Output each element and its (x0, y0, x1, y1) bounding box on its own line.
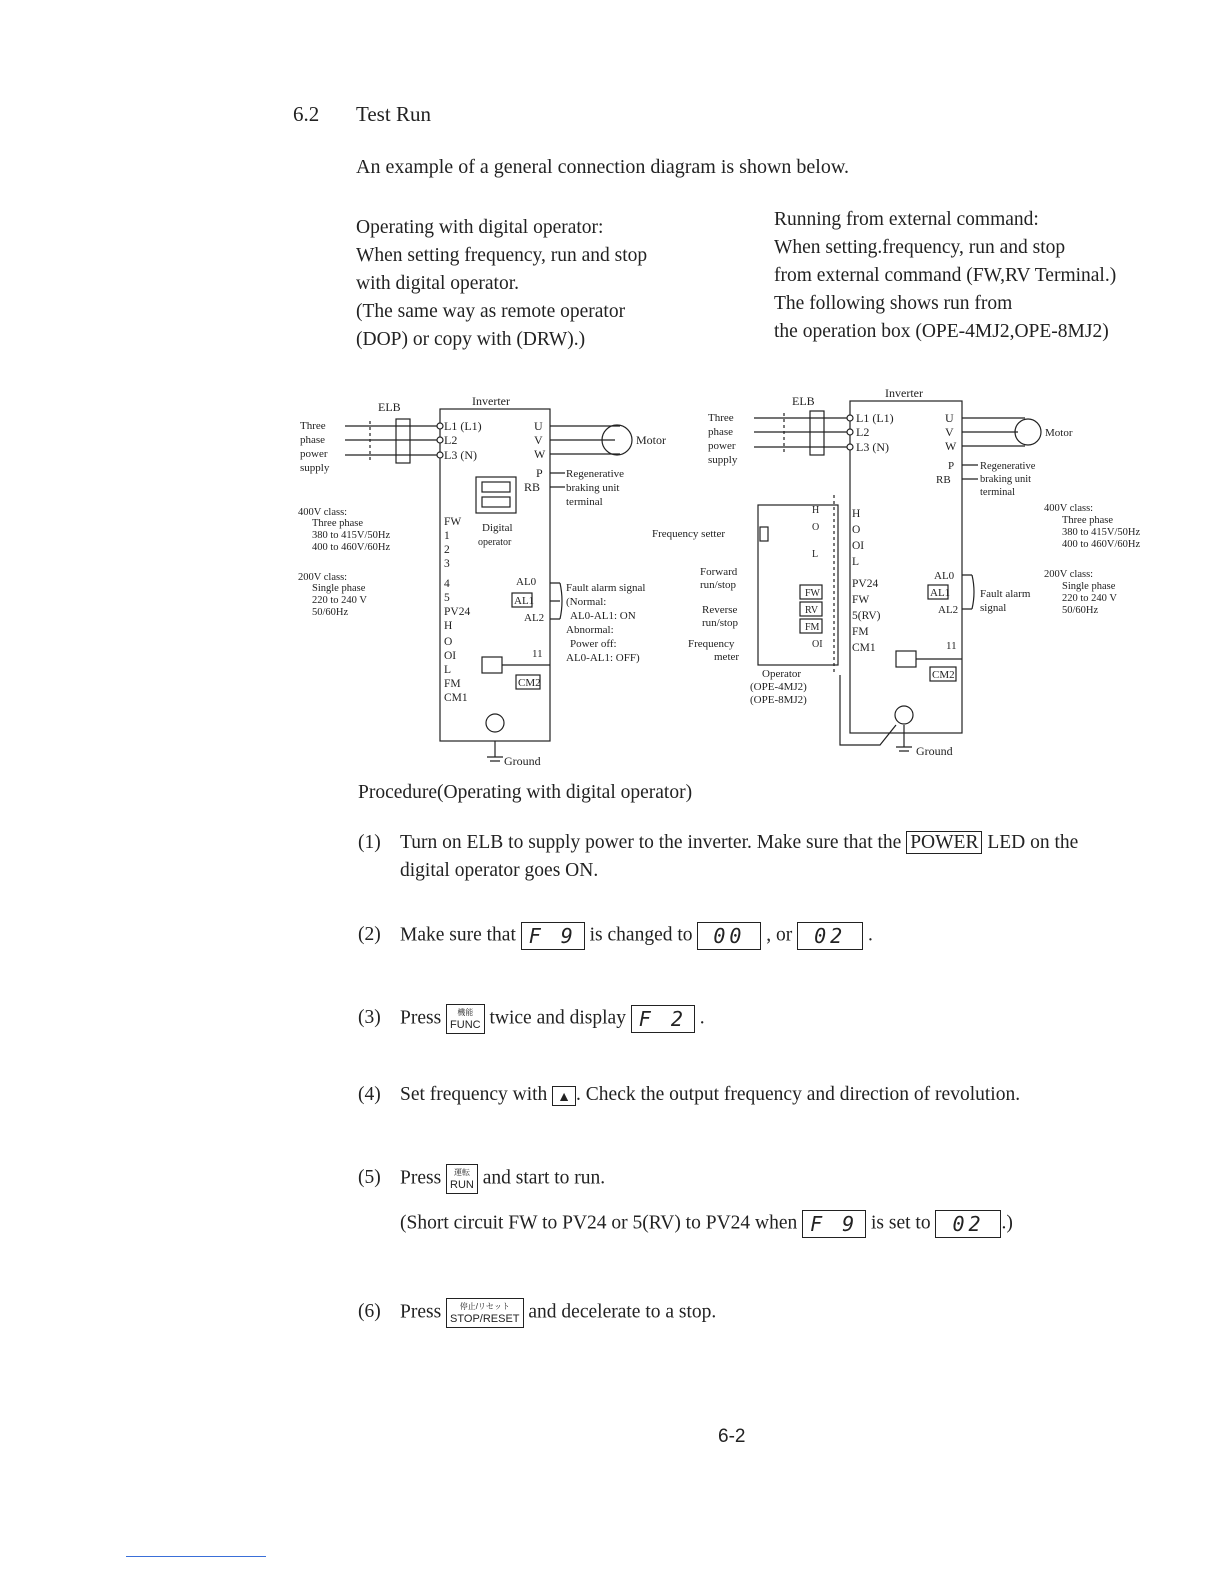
func-key[interactable] (446, 1004, 485, 1034)
display-00: 00 (697, 922, 761, 950)
terminal-dot (437, 423, 443, 429)
step-text: Press (400, 1167, 442, 1189)
up-arrow-key[interactable]: ▲ (552, 1086, 576, 1106)
display-02: 02 (935, 1210, 1001, 1238)
left-line: with digital operator. (356, 273, 520, 294)
terminal-dot (847, 429, 853, 435)
input-terminal-label: L3 (N) (444, 448, 477, 462)
supply-text: supply (708, 454, 738, 466)
class200-text: 200V class: (298, 572, 348, 583)
control-terminal-label: 4 (444, 578, 450, 590)
class400-text: Three phase (1062, 515, 1114, 526)
alarm-text: AL0-AL1: ON (570, 610, 636, 622)
control-terminal-label: O (852, 524, 861, 536)
terminal-dot (437, 437, 443, 443)
control-terminal-label: FM (444, 678, 461, 690)
left-line: (The same way as remote operator (356, 301, 626, 322)
terminal-dot (847, 415, 853, 421)
regen-text: Regenerative (566, 468, 625, 480)
right-line: from external command (FW,RV Terminal.) (774, 265, 1117, 286)
alarm-brace (972, 575, 974, 609)
control-terminal-label: PV24 (444, 606, 471, 618)
step-text: and decelerate to a stop. (528, 1301, 717, 1323)
al-label: AL1 (930, 587, 951, 599)
class400-text: 400V class: (298, 507, 348, 518)
regen-text: braking unit (566, 482, 620, 494)
p-label: P (536, 466, 543, 480)
step-number: (2) (358, 924, 381, 946)
input-terminal-label: L1 (L1) (856, 411, 894, 425)
class400-text: 380 to 415V/50Hz (1062, 527, 1141, 538)
section-number: 6.2 (293, 102, 320, 126)
supply-text: Three (708, 412, 734, 424)
left-line: Operating with digital operator: (356, 217, 604, 238)
right-supply-lines (754, 418, 850, 447)
key-label: FUNC (450, 1019, 481, 1031)
control-terminal-label: PV24 (852, 578, 879, 590)
al-label: AL1 (514, 595, 535, 607)
control-terminal-label: 1 (444, 530, 450, 542)
step-1-line2: digital operator goes ON. (400, 860, 599, 881)
rb-label: RB (524, 480, 541, 494)
operator-box-label: O (812, 522, 820, 533)
step-1 (358, 832, 1078, 854)
terminal-dot (847, 444, 853, 450)
control-terminal-label: O (444, 636, 453, 648)
right-ground-symbol (895, 706, 913, 724)
digital-operator-text: Digital (482, 522, 513, 534)
step-text: . (699, 1007, 705, 1029)
intro-text: An example of a general connection diagram is shown below. (356, 156, 849, 178)
alarm-text: Power off: (570, 638, 617, 650)
right-line: The following shows run from (774, 293, 1013, 314)
step-4 (358, 1084, 1020, 1106)
operator-box-label: H (812, 505, 820, 516)
step-6 (358, 1298, 716, 1328)
operator-box-label: FM (805, 622, 820, 633)
step-3 (358, 1004, 705, 1034)
display-f2: F 2 (631, 1005, 695, 1033)
step-5-note (400, 1210, 1013, 1238)
step-text: .) (1001, 1212, 1013, 1234)
supply-text: power (708, 440, 736, 452)
right-elb-label: ELB (792, 394, 815, 408)
control-terminal-label: CM1 (852, 642, 876, 654)
class200-text: 50/60Hz (312, 607, 349, 618)
step-number: (6) (358, 1301, 381, 1323)
frequency-setter-symbol (760, 527, 768, 541)
run-key[interactable] (446, 1164, 478, 1194)
step-text: (Short circuit FW to PV24 or 5(RV) to PV24 when (400, 1212, 798, 1234)
al-label: AL2 (938, 604, 959, 616)
l1-label: 11 (532, 648, 543, 660)
class200-text: 220 to 240 V (312, 595, 367, 606)
operator-text: Operator (762, 668, 802, 680)
right-ground-lines (896, 725, 912, 751)
left-elb-label: ELB (378, 400, 401, 414)
operator-box-label: RV (805, 605, 819, 616)
regen-text: terminal (980, 487, 1015, 498)
supply-text: Three (300, 420, 326, 432)
step-text: , or (766, 924, 793, 946)
terminal-dot (437, 452, 443, 458)
step-text: Turn on ELB to supply power to the inverter. Make sure that the (400, 832, 902, 853)
class200-text: Single phase (1062, 581, 1116, 592)
digital-operator-keys (482, 497, 510, 507)
control-terminal-label: 2 (444, 544, 450, 556)
alarm-text: (Normal: (566, 596, 607, 608)
key-label: RUN (450, 1179, 474, 1191)
output-terminal-label: V (534, 433, 543, 447)
right-regen-lines (962, 465, 978, 479)
left-motor-lines (550, 426, 620, 454)
right-column-text (774, 206, 1116, 346)
regen-text: Regenerative (980, 461, 1036, 472)
alarm-text: Fault alarm (980, 588, 1031, 600)
photocoupler-symbol (896, 651, 916, 667)
reverse-text: Reverse (702, 604, 738, 616)
page-number: 6-2 (718, 1426, 746, 1447)
right-motor-symbol (1015, 419, 1041, 445)
right-ground-label: Ground (916, 744, 953, 758)
step-text: and start to run. (482, 1167, 606, 1189)
display-f9: F 9 (521, 922, 585, 950)
control-terminal-label: 3 (444, 558, 450, 570)
p-label: P (948, 460, 955, 472)
input-terminal-label: L2 (856, 425, 870, 439)
cm2-label: CM2 (932, 669, 955, 681)
class200-text: Single phase (312, 583, 366, 594)
digital-operator-text: operator (478, 537, 512, 548)
stop-reset-key[interactable] (446, 1298, 523, 1328)
operator-box-label: FW (805, 588, 820, 599)
right-line: When setting.frequency, run and stop (774, 237, 1066, 258)
al-label: AL2 (524, 612, 545, 624)
output-terminal-label: W (945, 439, 957, 453)
left-ground-label: Ground (504, 754, 541, 768)
procedure-heading: Procedure(Operating with digital operator) (358, 782, 693, 803)
reverse-text: run/stop (702, 617, 739, 629)
left-ground-symbol (486, 714, 504, 732)
operator-box-label: OI (812, 639, 823, 650)
step-text: is changed to (589, 924, 693, 946)
left-motor-label: Motor (636, 433, 666, 447)
step-text: Press (400, 1007, 442, 1029)
right-inverter-label: Inverter (885, 386, 923, 400)
supply-text: supply (300, 462, 330, 474)
control-terminal-label: OI (444, 650, 457, 662)
left-inverter-label: Inverter (472, 394, 510, 408)
key-jp-label: 運転 (453, 1168, 470, 1177)
control-terminal-label: OI (852, 540, 865, 552)
step-text: . (868, 924, 873, 946)
step-number: (4) (358, 1084, 381, 1105)
step-text: Set frequency with (400, 1084, 548, 1105)
alarm-text: signal (980, 602, 1007, 614)
operator-text: (OPE-4MJ2) (750, 681, 807, 693)
operator-box-label: L (812, 549, 819, 560)
class400-text: 380 to 415V/50Hz (312, 530, 391, 541)
input-terminal-label: L1 (L1) (444, 419, 482, 433)
class200-text: 200V class: (1044, 569, 1094, 580)
control-terminal-label: H (444, 620, 453, 632)
freq-meter-text: Frequency (688, 638, 735, 650)
left-line: When setting frequency, run and stop (356, 245, 648, 266)
control-terminal-label: FM (852, 626, 869, 638)
supply-text: power (300, 448, 328, 460)
alarm-text: AL0-AL1: OFF) (566, 652, 640, 664)
input-terminal-label: L2 (444, 433, 458, 447)
step-5 (358, 1164, 605, 1194)
right-diagram (652, 386, 1141, 758)
class400-text: Three phase (312, 518, 364, 529)
footer-rule (126, 1556, 266, 1557)
class400-text: 400 to 460V/60Hz (1062, 539, 1141, 550)
output-terminal-label: W (534, 447, 546, 461)
class200-text: 220 to 240 V (1062, 593, 1117, 604)
left-diagram (298, 394, 666, 768)
forward-text: run/stop (700, 579, 737, 591)
step-text: Make sure that (400, 924, 516, 946)
right-line: Running from external command: (774, 209, 1039, 230)
connection-diagram (290, 385, 1180, 775)
display-f9: F 9 (802, 1210, 866, 1238)
control-terminal-label: 5 (444, 592, 450, 604)
control-terminal-label: H (852, 508, 861, 520)
input-terminal-label: L3 (N) (856, 440, 889, 454)
regen-text: braking unit (980, 474, 1032, 485)
key-jp-label: 機能 (457, 1008, 474, 1017)
control-terminal-label: FW (852, 594, 870, 606)
step-text: LED on the (987, 832, 1079, 853)
step-text: Press (400, 1301, 442, 1323)
right-line: the operation box (OPE-4MJ2,OPE-8MJ2) (774, 321, 1109, 342)
alarm-brace (560, 583, 562, 619)
left-regen-lines (550, 473, 565, 487)
supply-text: phase (300, 434, 326, 446)
al-label: AL0 (516, 576, 537, 588)
supply-text: phase (708, 426, 734, 438)
right-ground-wire (840, 675, 896, 745)
control-terminal-label: L (444, 664, 452, 676)
power-led-label: POWER (906, 831, 982, 854)
right-motor-label: Motor (1045, 427, 1073, 439)
class200-text: 50/60Hz (1062, 605, 1099, 616)
left-supply-lines (345, 426, 440, 455)
class400-text: 400V class: (1044, 503, 1094, 514)
output-terminal-label: V (945, 425, 954, 439)
regen-text: terminal (566, 496, 603, 508)
step-text: is set to (871, 1212, 931, 1234)
al-label: AL0 (934, 570, 955, 582)
forward-text: Forward (700, 566, 738, 578)
key-jp-label: 停止/リセット (459, 1302, 510, 1311)
key-label: STOP/RESET (450, 1313, 520, 1325)
left-column-text (356, 214, 647, 354)
alarm-text: Abnormal: (566, 624, 614, 636)
l1-label: 11 (946, 640, 957, 652)
freq-meter-text: meter (714, 651, 740, 663)
alarm-text: Fault alarm signal (566, 582, 646, 594)
photocoupler-symbol (482, 657, 502, 673)
output-terminal-label: U (945, 411, 954, 425)
cm2-label: CM2 (518, 677, 541, 689)
step-text: . Check the output frequency and direction of revolution. (576, 1084, 1021, 1105)
control-terminal-label: 5(RV) (852, 610, 881, 622)
display-02: 02 (797, 922, 863, 950)
section-title: Test Run (356, 102, 431, 126)
alarm-lines (962, 575, 972, 609)
step-text: twice and display (489, 1007, 626, 1029)
step-number: (3) (358, 1007, 381, 1029)
connection-diagram-svg (290, 385, 1180, 775)
class400-text: 400 to 460V/60Hz (312, 542, 391, 553)
step-number: (1) (358, 832, 381, 853)
control-terminal-label: L (852, 556, 860, 568)
frequency-setter-label: Frequency setter (652, 528, 725, 540)
left-ground-lines (487, 741, 503, 761)
operator-text: (OPE-8MJ2) (750, 694, 807, 706)
step-number: (5) (358, 1167, 381, 1189)
output-terminal-label: U (534, 419, 543, 433)
rb-label: RB (936, 474, 951, 486)
control-terminal-label: CM1 (444, 692, 468, 704)
left-line: (DOP) or copy with (DRW).) (356, 329, 586, 350)
alarm-lines (550, 583, 560, 619)
operator-box (758, 505, 838, 665)
step-2 (358, 922, 873, 950)
digital-operator-display (482, 482, 510, 492)
control-terminal-label: FW (444, 516, 462, 528)
